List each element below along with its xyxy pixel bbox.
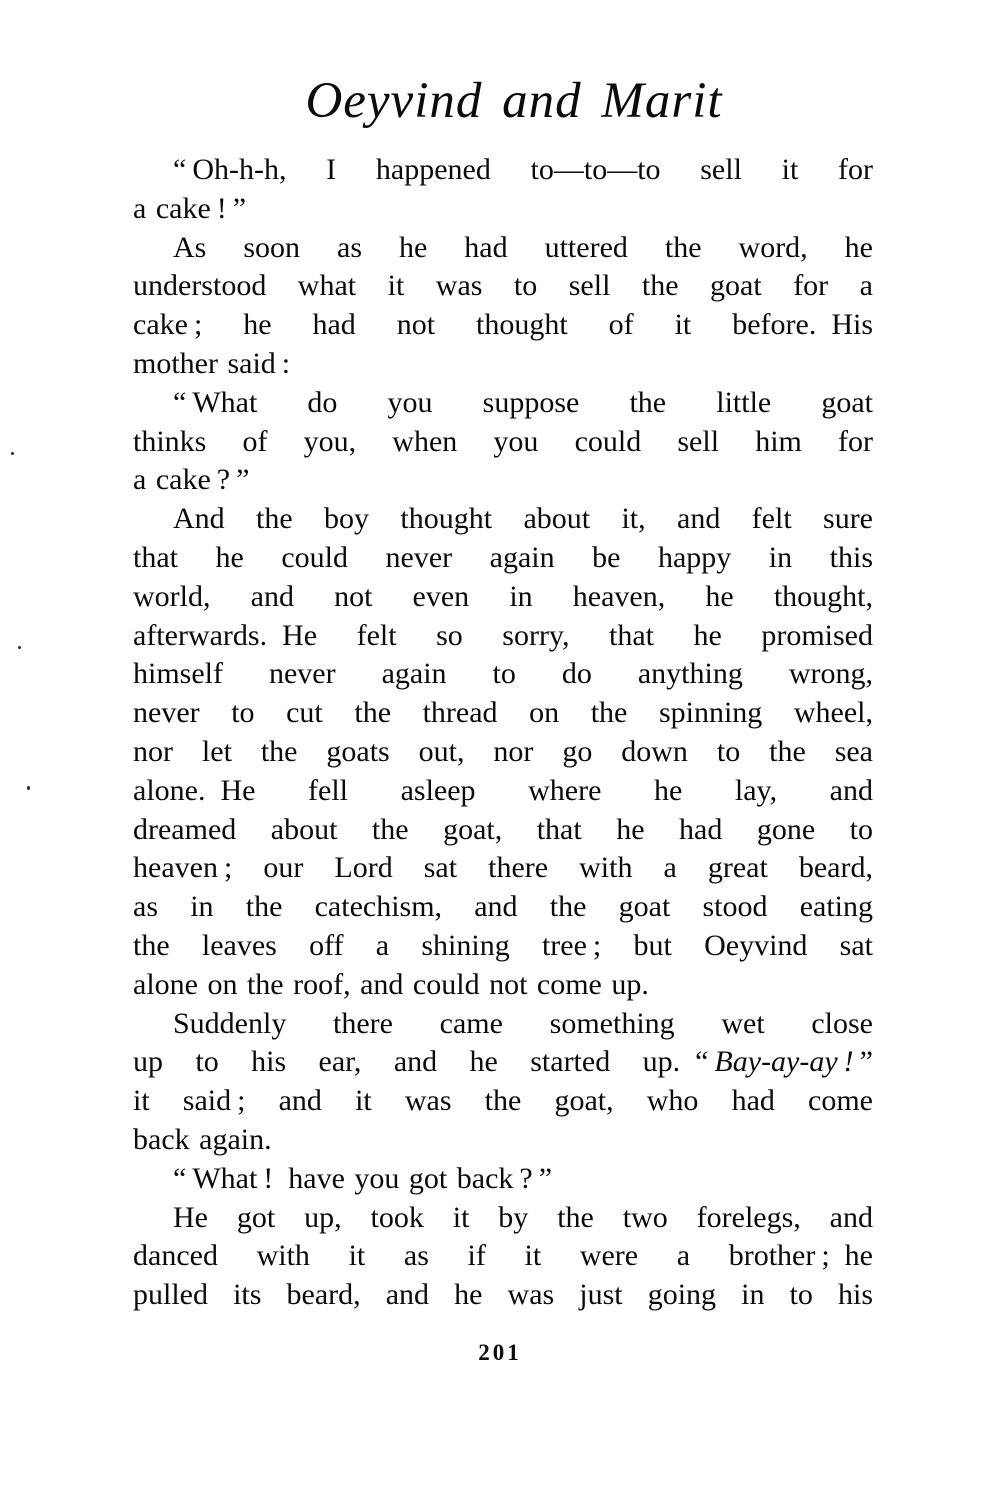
scan-speck — [27, 786, 30, 790]
text-line: dreamed about the goat, that he had gone to — [133, 812, 873, 846]
text-line: afterwards. He felt so sorry, that he promised — [133, 618, 873, 652]
text-line: cake ; he had not thought of it before. His — [133, 308, 873, 342]
text-line: back again. — [133, 1122, 272, 1156]
text-line: nor let the goats out, nor go down to the sea — [133, 734, 873, 768]
text-segment: up to his ear, and he started up. “ — [133, 1045, 715, 1079]
text-line: as in the catechism, and the goat stood eating — [133, 890, 873, 924]
scan-speck — [18, 646, 21, 649]
scan-speck — [11, 452, 14, 455]
text-line: “ What ! have you got back ? ” — [173, 1161, 553, 1195]
text-line: it said ; and it was the goat, who had come — [133, 1084, 873, 1118]
page-title: Oeyvind and Marit — [305, 73, 723, 129]
page-number: 201 — [478, 1340, 522, 1365]
text-line: himself never again to do anything wrong, — [133, 657, 873, 691]
text-line: alone. He fell asleep where he lay, and — [133, 773, 873, 807]
body-text — [133, 151, 873, 1315]
text-line: “ What do you suppose the little goat — [173, 385, 873, 419]
text-line: that he could never again be happy in this — [133, 540, 873, 574]
text-line: mother said : — [133, 346, 291, 380]
text-line — [133, 1043, 873, 1082]
text-line: pulled its beard, and he was just going in to his — [133, 1278, 873, 1312]
text-line: danced with it as if it were a brother ; he — [133, 1239, 873, 1273]
text-line: understood what it was to sell the goat for a — [133, 269, 873, 303]
text-line: world, and not even in heaven, he thought, — [133, 579, 873, 613]
text-line: He got up, took it by the two forelegs, and — [173, 1200, 873, 1234]
text-line: As soon as he had uttered the word, he — [173, 230, 873, 264]
text-line: alone on the roof, and could not come up. — [133, 967, 649, 1001]
text-segment: ” — [853, 1045, 873, 1079]
text-line: heaven ; our Lord sat there with a great beard, — [133, 851, 873, 885]
italic-phrase: Bay-ay-ay ! — [714, 1045, 854, 1079]
text-line: And the boy thought about it, and felt sure — [173, 502, 873, 536]
text-line: “ Oh-h-h, I happened to—to—to sell it for — [173, 153, 873, 186]
text-line: a cake ! ” — [133, 191, 247, 225]
text-line: thinks of you, when you could sell him for — [133, 424, 873, 458]
text-line: Suddenly there came something wet close — [173, 1006, 873, 1040]
text-line: the leaves off a shining tree ; but Oeyvind sat — [133, 928, 873, 962]
text-line: never to cut the thread on the spinning wheel, — [133, 696, 873, 730]
text-line: a cake ? ” — [133, 463, 250, 497]
